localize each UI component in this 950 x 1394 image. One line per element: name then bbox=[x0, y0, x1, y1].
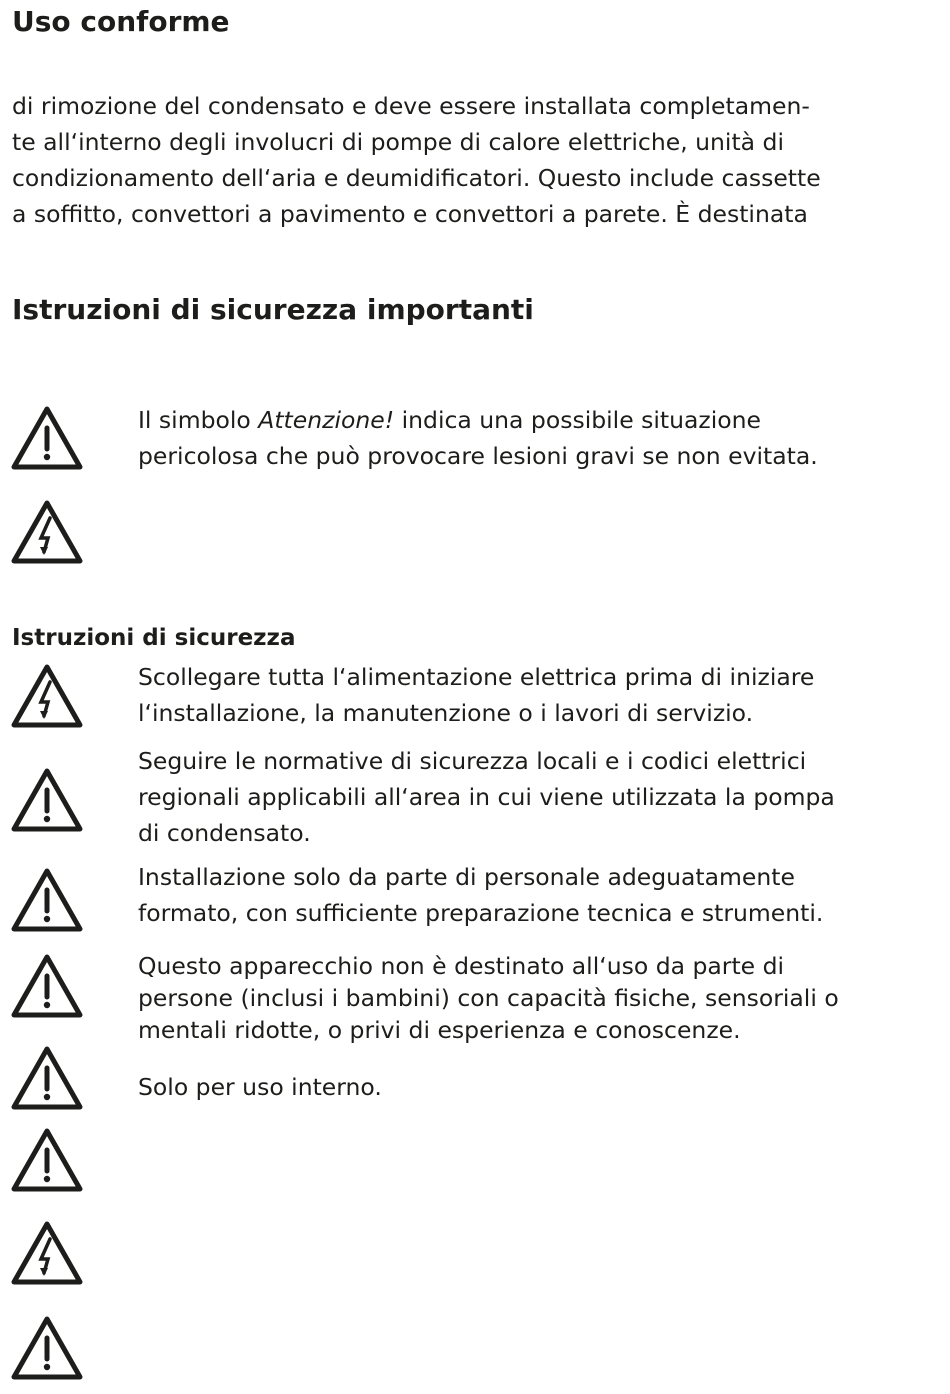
safety-item-line: Solo per uso interno. bbox=[138, 1073, 382, 1101]
attention-symbol-text bbox=[138, 402, 938, 474]
uso-conforme-line: condizionamento dell‘aria e deumidificatori. Questo include cassette bbox=[12, 164, 821, 192]
warning-icon bbox=[10, 952, 84, 1020]
important-safety-heading: Istruzioni di sicurezza importanti bbox=[12, 293, 534, 326]
warning-icon bbox=[10, 866, 84, 934]
safety-item-disconnect bbox=[138, 659, 938, 731]
warning-icon bbox=[10, 1126, 84, 1194]
attention-prefix: Il simbolo bbox=[138, 406, 259, 434]
electric-hazard-icon bbox=[10, 498, 84, 566]
uso-conforme-line: te all‘interno degli involucri di pompe di calore elettriche, unità di bbox=[12, 128, 784, 156]
safety-instructions-heading: Istruzioni di sicurezza bbox=[12, 625, 296, 651]
safety-item-line: Seguire le normative di sicurezza locali e i codici elettrici bbox=[138, 747, 807, 775]
safety-item-line: Installazione solo da parte di personale adeguatamente bbox=[138, 863, 795, 891]
attention-suffix: indica una possibile situazione bbox=[394, 406, 762, 434]
uso-conforme-line: a soffitto, convettori a pavimento e convettori a parete. È destinata bbox=[12, 200, 808, 228]
electric-hazard-icon bbox=[10, 1219, 84, 1287]
safety-item-line: Scollegare tutta l‘alimentazione elettrica prima di iniziare bbox=[138, 663, 815, 691]
safety-item-line: regionali applicabili all‘area in cui viene utilizzata la pompa bbox=[138, 783, 835, 811]
safety-item-regulations bbox=[138, 743, 938, 851]
uso-conforme-heading: Uso conforme bbox=[12, 5, 230, 38]
safety-item-line: Questo apparecchio non è destinato all‘uso da parte di bbox=[138, 952, 785, 980]
warning-icon bbox=[10, 1314, 84, 1382]
attention-emphasis: Attenzione! bbox=[258, 406, 395, 434]
safety-item-restricted-users bbox=[138, 950, 938, 1046]
warning-icon bbox=[10, 404, 84, 472]
safety-item-line: formato, con sufficiente preparazione tecnica e strumenti. bbox=[138, 899, 824, 927]
safety-item-line: di condensato. bbox=[138, 819, 311, 847]
warning-icon bbox=[10, 766, 84, 834]
safety-item-line: mentali ridotte, o privi di esperienza e conoscenze. bbox=[138, 1016, 741, 1044]
safety-item-line: persone (inclusi i bambini) con capacità fisiche, sensoriali o bbox=[138, 984, 839, 1012]
attention-line-2: pericolosa che può provocare lesioni gravi se non evitata. bbox=[138, 442, 818, 470]
warning-icon bbox=[10, 1044, 84, 1112]
uso-conforme-line: di rimozione del condensato e deve essere installata completamen- bbox=[12, 92, 810, 120]
safety-item-qualified-personnel bbox=[138, 859, 938, 931]
uso-conforme-paragraph bbox=[12, 88, 942, 232]
safety-item-line: l‘installazione, la manutenzione o i lavori di servizio. bbox=[138, 699, 754, 727]
electric-hazard-icon bbox=[10, 662, 84, 730]
safety-item-indoor-only bbox=[138, 1069, 938, 1105]
attention-line-1 bbox=[138, 402, 938, 438]
